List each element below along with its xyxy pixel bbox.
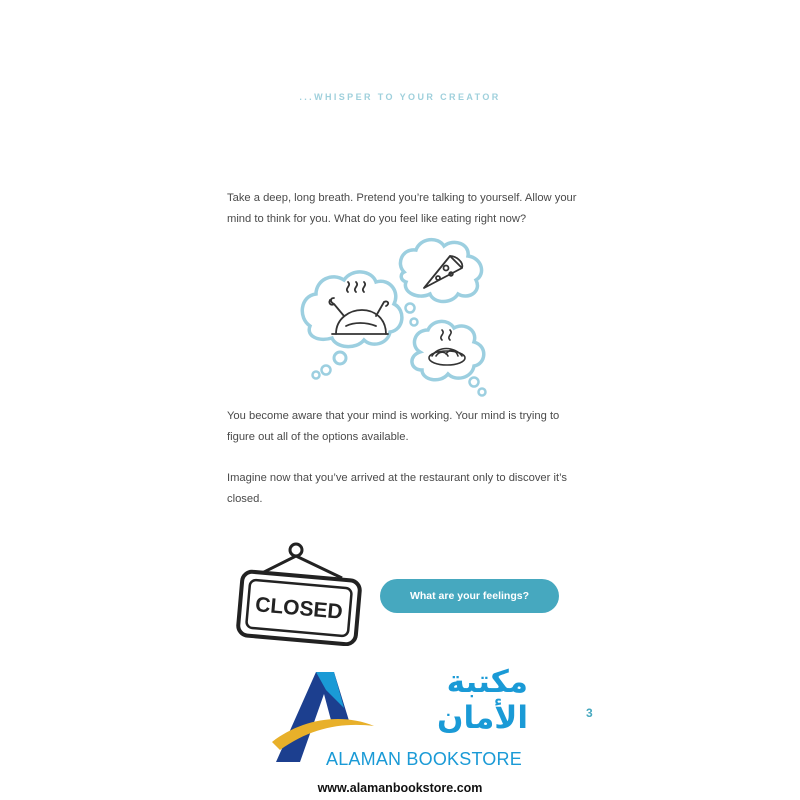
paragraph-breath: Take a deep, long breath. Pretend you’re talking to yourself. Allow your mind to think for you. What do you feel like eating right now?: [227, 192, 577, 225]
paragraph-restaurant-closed: Imagine now that you’ve arrived at the restaurant only to discover it’s closed.: [227, 472, 567, 505]
feelings-button[interactable]: What are your feelings?: [380, 579, 559, 613]
paragraph-mind-working: You become aware that your mind is working. Your mind is trying to figure out all of the options available.: [227, 410, 560, 443]
logo-arabic-line2: الأمان: [436, 700, 528, 736]
logo-arabic-line1: مكتبة: [446, 664, 528, 700]
closed-sign-text: CLOSED: [254, 593, 344, 624]
running-header: ...WHISPER TO YOUR CREATOR: [299, 92, 501, 102]
closed-sign-icon: [236, 540, 364, 646]
food-thought-bubbles: [296, 234, 496, 399]
logo-brand-name: ALAMAN BOOKSTORE: [326, 749, 522, 769]
logo-website: www.alamanbookstore.com: [317, 781, 483, 795]
page-number: 3: [586, 706, 593, 720]
